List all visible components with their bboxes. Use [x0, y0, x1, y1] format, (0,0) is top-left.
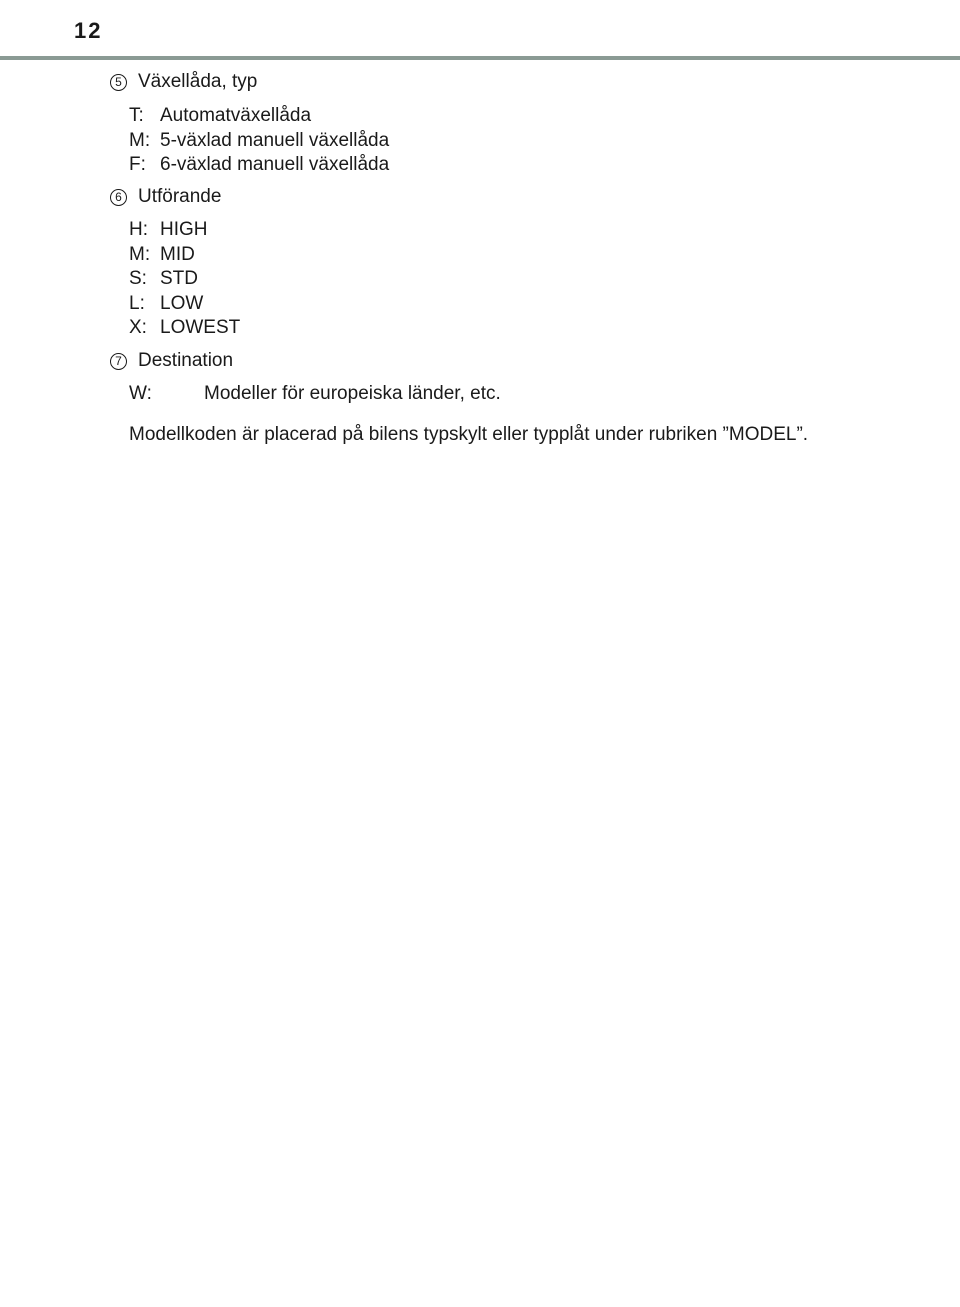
section-title: Växellåda, typ — [138, 71, 258, 92]
item-text: LOW — [160, 292, 204, 314]
item-code: L: — [129, 292, 145, 314]
list-item — [129, 382, 501, 406]
item-code: W: — [129, 383, 152, 404]
circled-number-icon: 7 — [110, 353, 127, 370]
item-text: 5-växlad manuell växellåda — [160, 129, 390, 151]
page-number: 12 — [74, 18, 103, 43]
item-code: H: — [129, 219, 148, 240]
list-item — [129, 129, 389, 154]
item-code: M: — [129, 129, 151, 151]
item-code: M: — [129, 243, 151, 265]
item-text: Automatväxellåda — [160, 105, 312, 126]
section-title: Utförande — [138, 186, 222, 207]
list-item — [129, 153, 389, 178]
item-text: LOWEST — [160, 317, 241, 338]
section-title: Destination — [138, 350, 234, 371]
definition-list-gearbox — [129, 104, 389, 178]
note-paragraph: Modellkoden är placerad på bilens typskylt eller typplåt under rubriken ”MODEL”. — [129, 424, 809, 445]
list-item — [129, 218, 240, 243]
list-item — [129, 104, 389, 129]
item-code: S: — [129, 268, 147, 289]
section-heading-gearbox — [110, 70, 257, 94]
circled-number-icon: 6 — [110, 189, 127, 206]
item-text: Modeller för europeiska länder, etc. — [204, 383, 501, 404]
section-heading-grade — [110, 185, 221, 209]
definition-list-grade — [129, 218, 240, 341]
item-code: F: — [129, 154, 146, 175]
item-code: T: — [129, 105, 144, 126]
item-code: X: — [129, 317, 147, 338]
item-text: HIGH — [160, 219, 208, 240]
list-item — [129, 267, 240, 292]
list-item — [129, 292, 240, 317]
item-text: MID — [160, 243, 195, 265]
header-rule — [0, 56, 960, 60]
list-item — [129, 316, 240, 341]
item-text: 6-växlad manuell växellåda — [160, 154, 390, 175]
section-heading-destination — [110, 349, 233, 373]
item-text: STD — [160, 268, 198, 289]
list-item — [129, 243, 240, 268]
circled-number-icon: 5 — [110, 74, 127, 91]
